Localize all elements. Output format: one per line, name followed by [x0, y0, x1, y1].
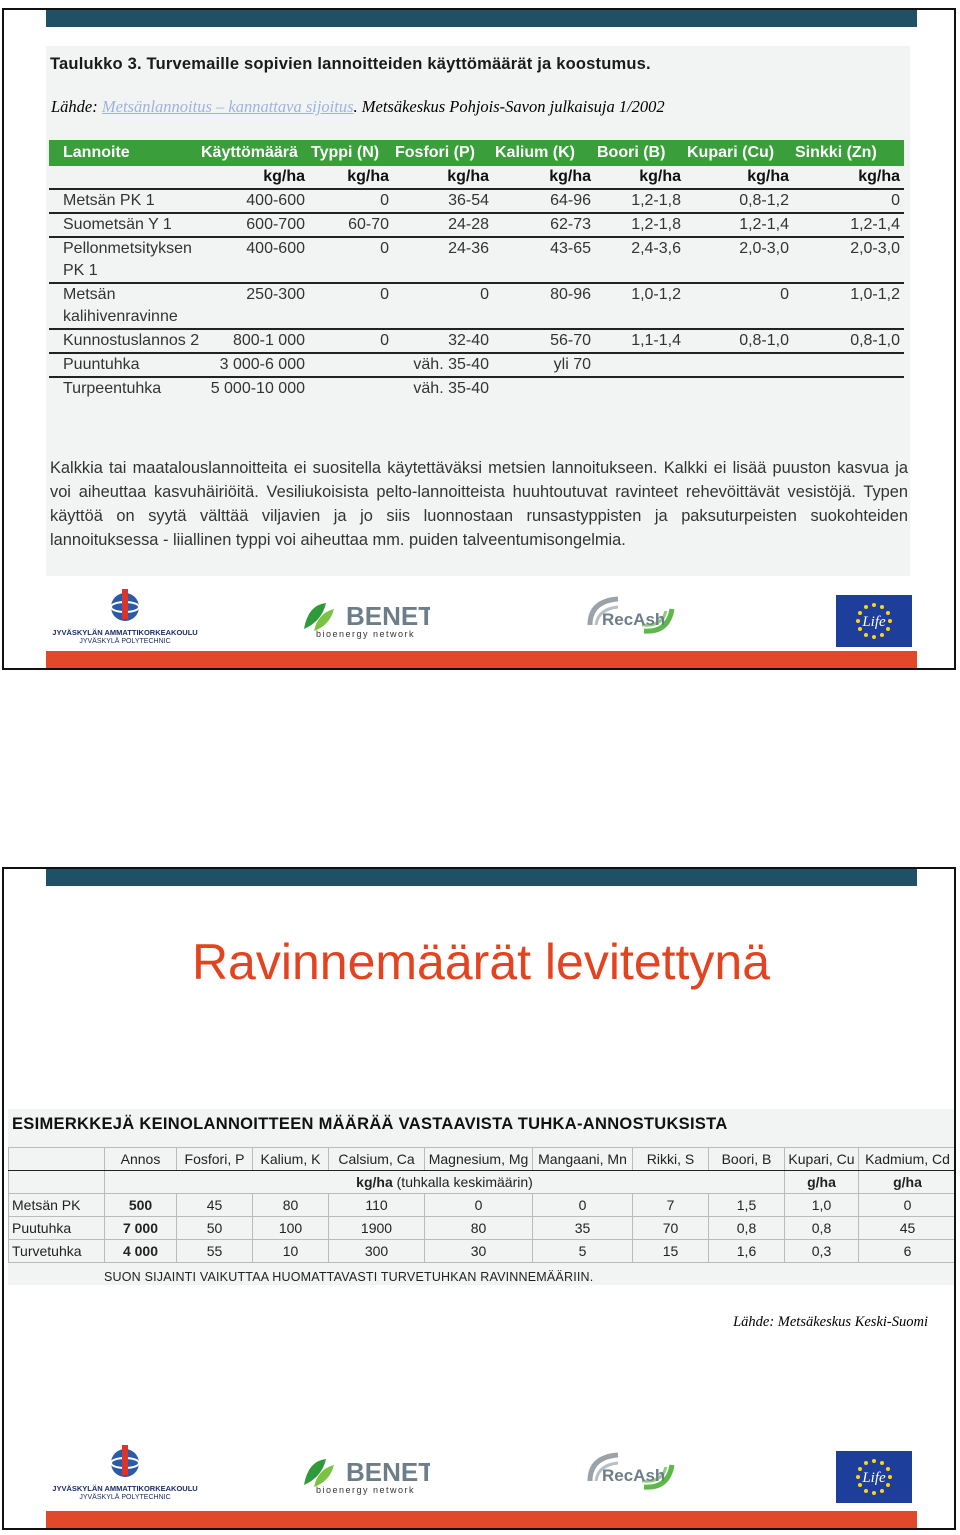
- table-header-row: [49, 140, 904, 166]
- benet-sub: bioenergy network: [316, 629, 416, 639]
- fertilizer-name: Suometsän Y 1: [49, 213, 199, 237]
- top-bar: [46, 10, 917, 27]
- jamk-logo: [50, 1441, 200, 1503]
- cell-b: 2,4-3,6: [595, 237, 685, 283]
- col-header: Fosfori, P: [177, 1148, 253, 1171]
- table-row: [49, 213, 904, 237]
- table-title: Taulukko 3. Turvemaille sopivien lannoitteiden käyttömäärät ja koostumus.: [50, 55, 651, 73]
- recash-logo: [584, 595, 678, 641]
- recash-name: RecAsh: [602, 610, 666, 629]
- col-header: Rikki, S: [633, 1148, 709, 1171]
- cell-p: 36-54: [393, 189, 493, 213]
- col-header: Typpi (N): [309, 140, 393, 166]
- row-label: Turvetuhka: [9, 1240, 105, 1263]
- col-header: Kupari (Cu): [685, 140, 793, 166]
- unit-note: (tuhkalla keskimäärin): [396, 1174, 533, 1190]
- cell-k: yli 70: [493, 353, 595, 377]
- cell-value: 0,3: [785, 1240, 859, 1263]
- col-header: Fosfori (P): [393, 140, 493, 166]
- cell-b: [595, 377, 685, 400]
- eu-life-logo: [836, 1451, 912, 1503]
- unit-cell: kg/ha: [493, 166, 595, 189]
- col-header: Kupari, Cu: [785, 1148, 859, 1171]
- benet-logo: [300, 1455, 430, 1497]
- cell-b: 1,2-1,8: [595, 189, 685, 213]
- ash-table: [8, 1147, 956, 1263]
- cell-p: 24-36: [393, 237, 493, 283]
- cell-value: 1900: [329, 1217, 425, 1240]
- top-bar: [46, 869, 917, 886]
- unit-g1: g/ha: [785, 1171, 859, 1194]
- unit-cell: [49, 166, 199, 189]
- col-header: Käyttömäärä: [199, 140, 309, 166]
- cell-b: 1,1-1,4: [595, 329, 685, 353]
- col-header: Mangaani, Mn: [533, 1148, 633, 1171]
- cell-value: 15: [633, 1240, 709, 1263]
- unit-kg-cell: [105, 1171, 785, 1194]
- cell-n: 0: [309, 189, 393, 213]
- ash-note: SUON SIJAINTI VAIKUTTAA HUOMATTAVASTI TURVETUHKAN RAVINNEMÄÄRIIN.: [104, 1270, 594, 1284]
- cell-zn: 1,0-1,2: [793, 283, 904, 329]
- eu-life-logo: [836, 595, 912, 647]
- cell-amount: 5 000-10 000: [210, 380, 305, 397]
- cell-cu: 1,2-1,4: [685, 213, 793, 237]
- cell-value: 100: [253, 1217, 329, 1240]
- ash-table-title: ESIMERKKEJÄ KEINOLANNOITTEEN MÄÄRÄÄ VASTAAVISTA TUHKA-ANNOSTUKSISTA: [12, 1115, 728, 1133]
- col-header: Magnesium, Mg: [425, 1148, 533, 1171]
- cell-cu: 0,8-1,0: [685, 329, 793, 353]
- fertilizer-table: [49, 140, 904, 400]
- cell-cu: 2,0-3,0: [685, 237, 793, 283]
- unit-cell: kg/ha: [793, 166, 904, 189]
- benet-sub: bioenergy network: [316, 1485, 416, 1495]
- benet-name: BENET: [346, 1457, 430, 1487]
- jamk-line2: JYVÄSKYLÄ POLYTECHNIC: [79, 638, 171, 645]
- cell-p: väh. 35-40: [413, 380, 489, 397]
- cell-zn: 0,8-1,0: [793, 329, 904, 353]
- cell-b: 1,2-1,8: [595, 213, 685, 237]
- cell-value: 55: [177, 1240, 253, 1263]
- source-line: [51, 97, 665, 117]
- units-row: [49, 166, 904, 189]
- table-row: [49, 353, 904, 377]
- jamk-line2: JYVÄSKYLÄ POLYTECHNIC: [79, 1494, 171, 1501]
- cell-zn: [793, 377, 904, 400]
- cell-zn: 0: [793, 189, 904, 213]
- cell-n: 0: [309, 237, 393, 283]
- cell-value: 80: [253, 1194, 329, 1217]
- table-row: [49, 189, 904, 213]
- cell-value: 1,6: [709, 1240, 785, 1263]
- table-row: [9, 1240, 957, 1263]
- cell-p: 0: [393, 283, 493, 329]
- recash-logo: [584, 1451, 678, 1497]
- fertilizer-name: Puuntuhka: [49, 353, 199, 377]
- unit-g2: g/ha: [859, 1171, 957, 1194]
- cell-value: 6: [859, 1240, 957, 1263]
- recash-name: RecAsh: [602, 1466, 666, 1485]
- logo-strip: [4, 585, 956, 655]
- col-header: Kadmium, Cd: [859, 1148, 957, 1171]
- fertilizer-name: Metsän PK 1: [49, 189, 199, 213]
- cell-k: 64-96: [493, 189, 595, 213]
- cell-n: 60-70: [309, 213, 393, 237]
- cell-zn: 2,0-3,0: [793, 237, 904, 283]
- life-text: Life: [862, 614, 886, 630]
- cell-p: väh. 35-40: [393, 353, 493, 377]
- cell-p: 32-40: [393, 329, 493, 353]
- cell-k: 62-73: [493, 213, 595, 237]
- cell-amount: 400-600: [199, 189, 309, 213]
- cell-n: [309, 353, 393, 377]
- table-row: [49, 329, 904, 353]
- unit-cell: kg/ha: [309, 166, 393, 189]
- col-header: Kalium, K: [253, 1148, 329, 1171]
- fertilizer-name: Metsän kalihivenravinne: [49, 283, 199, 329]
- table-row: [49, 237, 904, 283]
- table-row: [49, 283, 904, 329]
- cell-value: 5: [533, 1240, 633, 1263]
- cell-value: 300: [329, 1240, 425, 1263]
- cell-value: 0: [533, 1194, 633, 1217]
- cell-value: 35: [533, 1217, 633, 1240]
- col-header: Boori, B: [709, 1148, 785, 1171]
- cell-value: 0: [425, 1194, 533, 1217]
- source-suffix: . Metsäkeskus Pohjois-Savon julkaisuja 1/2002: [353, 97, 665, 116]
- unit-cell: kg/ha: [199, 166, 309, 189]
- col-header: Sinkki (Zn): [793, 140, 904, 166]
- cell-amount: 800-1 000: [199, 329, 309, 353]
- jamk-logo: [50, 585, 200, 647]
- cell-value: 80: [425, 1217, 533, 1240]
- bottom-bar: [46, 1511, 917, 1528]
- cell-amount: 400-600: [199, 237, 309, 283]
- cell-n: 0: [309, 283, 393, 329]
- cell-annos: 4 000: [105, 1240, 177, 1263]
- col-header: [9, 1148, 105, 1171]
- cell-cu: [685, 353, 793, 377]
- fertilizer-name: Turpeentuhka: [63, 380, 162, 397]
- cell-cu: 0: [685, 283, 793, 329]
- jamk-line1: JYVÄSKYLÄN AMMATTIKORKEAKOULU: [52, 628, 198, 637]
- slide-2: [2, 867, 956, 1530]
- table-row: [9, 1194, 957, 1217]
- cell-value: 45: [177, 1194, 253, 1217]
- cell-b: 1,0-1,2: [595, 283, 685, 329]
- unit-kg: kg/ha: [356, 1174, 393, 1190]
- cell-amount: 250-300: [199, 283, 309, 329]
- cell-cu: 0,8-1,2: [685, 189, 793, 213]
- unit-cell: kg/ha: [685, 166, 793, 189]
- col-header: Lannoite: [49, 140, 199, 166]
- cell-amount: 600-700: [199, 213, 309, 237]
- cell-k: 43-65: [493, 237, 595, 283]
- info-paragraph: Kalkkia tai maatalouslannoitteita ei suositella käytettäväksi metsien lannoitukseen. Kalkki ei lisää puuston kasvua ja voi aiheuttaa kasvuhäiriöitä. Vesiliukoisista pelto-lannoitteista huuhtoutuvat ravinteet rehevöittävät vesistöjä. Typen käyttöä on syytä välttää viljavien ja jo siis luonnostaan runsastyppisten ja paksuturpeisten suokohteiden lannoituksessa - liiallinen typpi voi aiheuttaa mm. puiden talveentumisongelmia.: [50, 459, 908, 549]
- benet-logo: [300, 599, 430, 641]
- col-header: Kalium (K): [493, 140, 595, 166]
- cell-value: 7: [633, 1194, 709, 1217]
- cell-zn: 1,2-1,4: [793, 213, 904, 237]
- ash-units-row: [9, 1171, 957, 1194]
- cell-value: 30: [425, 1240, 533, 1263]
- row-label: Metsän PK: [9, 1194, 105, 1217]
- cell-k: 56-70: [493, 329, 595, 353]
- col-header: Boori (B): [595, 140, 685, 166]
- cell-value: 70: [633, 1217, 709, 1240]
- cell-n: [309, 377, 393, 400]
- cell-k: [493, 377, 595, 400]
- cell-annos: 500: [105, 1194, 177, 1217]
- bottom-bar: [46, 651, 917, 668]
- cell-value: 45: [859, 1217, 957, 1240]
- cell-value: 110: [329, 1194, 425, 1217]
- fertilizer-name: Kunnostuslannos 2: [49, 329, 199, 353]
- cell-value: 0,8: [709, 1217, 785, 1240]
- row-label: Puutuhka: [9, 1217, 105, 1240]
- cell-value: 10: [253, 1240, 329, 1263]
- cell-k: 80-96: [493, 283, 595, 329]
- cell-b: [595, 353, 685, 377]
- cell-n: 0: [309, 329, 393, 353]
- cell-value: 0,8: [785, 1217, 859, 1240]
- jamk-line1: JYVÄSKYLÄN AMMATTIKORKEAKOULU: [52, 1484, 198, 1493]
- cell-p: 24-28: [393, 213, 493, 237]
- fertilizer-name: Pellonmetsityksen PK 1: [49, 237, 199, 283]
- unit-cell: kg/ha: [393, 166, 493, 189]
- slide-title: Ravinnemäärät levitettynä: [191, 934, 771, 990]
- cell-amount: 3 000-6 000: [199, 353, 309, 377]
- table-row: [49, 377, 904, 400]
- unit-cell: kg/ha: [595, 166, 685, 189]
- source-prefix: Lähde:: [51, 97, 102, 116]
- logo-strip: [4, 1441, 956, 1511]
- slide-1: [2, 8, 956, 670]
- cell-value: 50: [177, 1217, 253, 1240]
- col-header: Calsium, Ca: [329, 1148, 425, 1171]
- table-row: [9, 1217, 957, 1240]
- cell-annos: 7 000: [105, 1217, 177, 1240]
- ash-header-row: [9, 1148, 957, 1171]
- benet-name: BENET: [346, 601, 430, 631]
- cell-cu: [685, 377, 793, 400]
- cell-value: 0: [859, 1194, 957, 1217]
- cell-value: 1,0: [785, 1194, 859, 1217]
- cell-zn: [793, 353, 904, 377]
- empty-cell: [9, 1171, 105, 1194]
- col-header: Annos: [105, 1148, 177, 1171]
- source-link[interactable]: Metsänlannoitus – kannattava sijoitus: [101, 97, 354, 116]
- life-text: Life: [862, 1470, 886, 1486]
- cell-value: 1,5: [709, 1194, 785, 1217]
- source-line: Lähde: Metsäkeskus Keski-Suomi: [733, 1314, 928, 1330]
